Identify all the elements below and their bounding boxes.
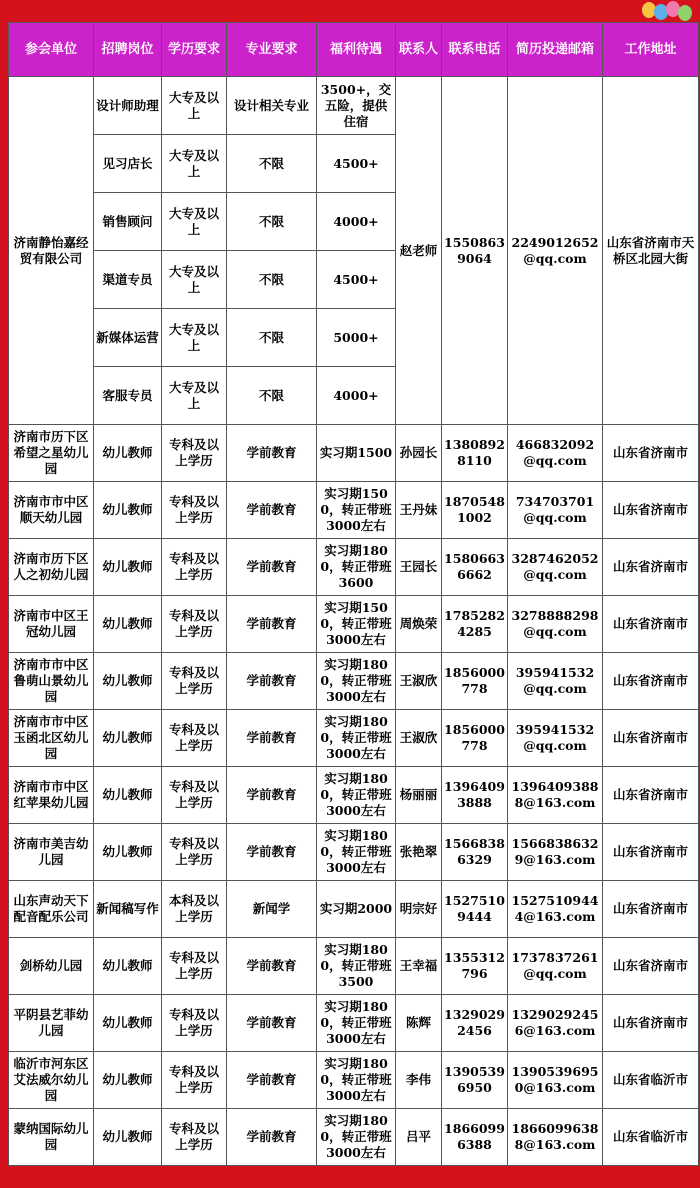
phone-cell: 1355312796 — [442, 938, 508, 995]
email-cell: 395941532@qq.com — [508, 710, 603, 767]
major-cell: 不限 — [227, 135, 317, 193]
table-row — [9, 77, 699, 135]
contact-cell: 明宗好 — [396, 881, 442, 938]
company-cell: 临沂市河东区艾法威尔幼儿园 — [9, 1052, 94, 1109]
balloons-decoration — [636, 0, 696, 22]
contact-cell: 王园长 — [396, 539, 442, 596]
address-cell: 山东省济南市 — [603, 539, 699, 596]
table-row — [9, 710, 699, 767]
phone-cell: 1856000778 — [442, 653, 508, 710]
email-cell: 2249012652@qq.com — [508, 77, 603, 425]
email-cell: 13905396950@163.com — [508, 1052, 603, 1109]
major-cell: 设计相关专业 — [227, 77, 317, 135]
company-cell: 济南市市中区红苹果幼儿园 — [9, 767, 94, 824]
phone-cell: 13290292456 — [442, 995, 508, 1052]
education-cell: 专科及以上学历 — [162, 539, 227, 596]
education-cell: 专科及以上学历 — [162, 482, 227, 539]
header-education: 学历要求 — [162, 23, 227, 77]
major-cell: 学前教育 — [227, 1109, 317, 1166]
table-row — [9, 653, 699, 710]
education-cell: 专科及以上学历 — [162, 767, 227, 824]
email-cell: 1737837261@qq.com — [508, 938, 603, 995]
position-cell: 见习店长 — [94, 135, 162, 193]
position-cell: 销售顾问 — [94, 193, 162, 251]
header-address: 工作地址 — [603, 23, 699, 77]
contact-cell: 赵老师 — [396, 77, 442, 425]
phone-cell: 1856000778 — [442, 710, 508, 767]
benefits-cell: 实习期1500，转正带班3000左右 — [317, 482, 396, 539]
education-cell: 专科及以上学历 — [162, 653, 227, 710]
address-cell: 山东省济南市 — [603, 824, 699, 881]
benefits-cell: 实习期1800，转正带班3000左右 — [317, 824, 396, 881]
major-cell: 不限 — [227, 367, 317, 425]
benefits-cell: 实习期1800，转正带班3500 — [317, 938, 396, 995]
email-cell: 18660996388@163.com — [508, 1109, 603, 1166]
education-cell: 本科及以上学历 — [162, 881, 227, 938]
header-position: 招聘岗位 — [94, 23, 162, 77]
contact-cell: 陈辉 — [396, 995, 442, 1052]
address-cell: 山东省济南市 — [603, 995, 699, 1052]
table-row — [9, 425, 699, 482]
email-cell: 3278888298@qq.com — [508, 596, 603, 653]
contact-cell: 周焕荣 — [396, 596, 442, 653]
contact-cell: 杨丽丽 — [396, 767, 442, 824]
major-cell: 学前教育 — [227, 596, 317, 653]
position-cell: 幼儿教师 — [94, 995, 162, 1052]
header-major: 专业要求 — [227, 23, 317, 77]
table-header-row — [9, 23, 699, 77]
education-cell: 专科及以上学历 — [162, 824, 227, 881]
education-cell: 专科及以上学历 — [162, 425, 227, 482]
company-cell: 济南市历下区人之初幼儿园 — [9, 539, 94, 596]
position-cell: 幼儿教师 — [94, 938, 162, 995]
contact-cell: 王幸福 — [396, 938, 442, 995]
company-cell: 济南市市中区玉函北区幼儿园 — [9, 710, 94, 767]
major-cell: 不限 — [227, 193, 317, 251]
major-cell: 学前教育 — [227, 767, 317, 824]
contact-cell: 张艳翠 — [396, 824, 442, 881]
address-cell: 山东省济南市 — [603, 596, 699, 653]
benefits-cell: 实习期1800，转正带班3000左右 — [317, 653, 396, 710]
benefits-cell: 实习期1500 — [317, 425, 396, 482]
education-cell: 专科及以上学历 — [162, 1109, 227, 1166]
phone-cell: 15508639064 — [442, 77, 508, 425]
email-cell: 13290292456@163.com — [508, 995, 603, 1052]
benefits-cell: 4500+ — [317, 251, 396, 309]
position-cell: 幼儿教师 — [94, 539, 162, 596]
major-cell: 学前教育 — [227, 482, 317, 539]
company-cell: 济南市市中区鲁萌山景幼儿园 — [9, 653, 94, 710]
benefits-cell: 3500+，交五险，提供住宿 — [317, 77, 396, 135]
benefits-cell: 实习期1800，转正带班3000左右 — [317, 995, 396, 1052]
address-cell: 山东省济南市 — [603, 938, 699, 995]
table-row — [9, 824, 699, 881]
education-cell: 大专及以上 — [162, 251, 227, 309]
contact-cell: 孙园长 — [396, 425, 442, 482]
table-row — [9, 881, 699, 938]
address-cell: 山东省济南市 — [603, 653, 699, 710]
benefits-cell: 实习期1800，转正带班3000左右 — [317, 1052, 396, 1109]
benefits-cell: 实习期1800，转正带班3000左右 — [317, 767, 396, 824]
contact-cell: 李伟 — [396, 1052, 442, 1109]
education-cell: 大专及以上 — [162, 193, 227, 251]
benefits-cell: 实习期1800，转正带班3000左右 — [317, 710, 396, 767]
phone-cell: 13964093888 — [442, 767, 508, 824]
benefits-cell: 5000+ — [317, 309, 396, 367]
position-cell: 幼儿教师 — [94, 1052, 162, 1109]
major-cell: 不限 — [227, 309, 317, 367]
address-cell: 山东省济南市 — [603, 767, 699, 824]
position-cell: 幼儿教师 — [94, 596, 162, 653]
table-row — [9, 767, 699, 824]
header-company: 参会单位 — [9, 23, 94, 77]
address-cell: 山东省临沂市 — [603, 1109, 699, 1166]
company-cell: 平阴县艺菲幼儿园 — [9, 995, 94, 1052]
contact-cell: 王淑欣 — [396, 710, 442, 767]
address-cell: 山东省济南市 — [603, 881, 699, 938]
company-cell: 济南市历下区希望之星幼儿园 — [9, 425, 94, 482]
benefits-cell: 实习期1800，转正带班3600 — [317, 539, 396, 596]
contact-cell: 吕平 — [396, 1109, 442, 1166]
company-cell: 蒙纳国际幼儿园 — [9, 1109, 94, 1166]
education-cell: 专科及以上学历 — [162, 1052, 227, 1109]
phone-cell: 18705481002 — [442, 482, 508, 539]
major-cell: 学前教育 — [227, 653, 317, 710]
education-cell: 大专及以上 — [162, 367, 227, 425]
email-cell: 734703701@qq.com — [508, 482, 603, 539]
email-cell: 15668386329@163.com — [508, 824, 603, 881]
major-cell: 学前教育 — [227, 1052, 317, 1109]
education-cell: 大专及以上 — [162, 135, 227, 193]
company-cell: 济南市中区王冠幼儿园 — [9, 596, 94, 653]
table-row — [9, 1109, 699, 1166]
position-cell: 幼儿教师 — [94, 653, 162, 710]
company-cell: 济南市市中区顺天幼儿园 — [9, 482, 94, 539]
table-row — [9, 596, 699, 653]
company-cell: 山东声动天下配音配乐公司 — [9, 881, 94, 938]
phone-cell: 18660996388 — [442, 1109, 508, 1166]
benefits-cell: 实习期2000 — [317, 881, 396, 938]
address-cell: 山东省济南市 — [603, 710, 699, 767]
position-cell: 新媒体运营 — [94, 309, 162, 367]
education-cell: 专科及以上学历 — [162, 596, 227, 653]
address-cell: 山东省临沂市 — [603, 1052, 699, 1109]
position-cell: 幼儿教师 — [94, 767, 162, 824]
address-cell: 山东省济南市 — [603, 425, 699, 482]
table-row — [9, 539, 699, 596]
phone-cell: 13808928110 — [442, 425, 508, 482]
position-cell: 幼儿教师 — [94, 824, 162, 881]
position-cell: 设计师助理 — [94, 77, 162, 135]
phone-cell: 15275109444 — [442, 881, 508, 938]
major-cell: 学前教育 — [227, 539, 317, 596]
table-row — [9, 1052, 699, 1109]
major-cell: 学前教育 — [227, 995, 317, 1052]
position-cell: 幼儿教师 — [94, 710, 162, 767]
education-cell: 大专及以上 — [162, 77, 227, 135]
major-cell: 学前教育 — [227, 425, 317, 482]
phone-cell: 15806636662 — [442, 539, 508, 596]
header-email: 简历投递邮箱 — [508, 23, 603, 77]
education-cell: 专科及以上学历 — [162, 938, 227, 995]
table-row — [9, 995, 699, 1052]
email-cell: 466832092@qq.com — [508, 425, 603, 482]
benefits-cell: 4000+ — [317, 193, 396, 251]
email-cell: 3287462052@qq.com — [508, 539, 603, 596]
header-phone: 联系电话 — [442, 23, 508, 77]
header-contact: 联系人 — [396, 23, 442, 77]
major-cell: 学前教育 — [227, 710, 317, 767]
major-cell: 学前教育 — [227, 938, 317, 995]
benefits-cell: 4000+ — [317, 367, 396, 425]
contact-cell: 王淑欣 — [396, 653, 442, 710]
email-cell: 15275109444@163.com — [508, 881, 603, 938]
major-cell: 不限 — [227, 251, 317, 309]
header-benefits: 福利待遇 — [317, 23, 396, 77]
address-cell: 山东省济南市 — [603, 482, 699, 539]
major-cell: 学前教育 — [227, 824, 317, 881]
recruitment-table — [8, 22, 699, 1166]
benefits-cell: 实习期1800，转正带班3000左右 — [317, 1109, 396, 1166]
company-cell: 济南市美吉幼儿园 — [9, 824, 94, 881]
education-cell: 专科及以上学历 — [162, 995, 227, 1052]
position-cell: 幼儿教师 — [94, 425, 162, 482]
email-cell: 13964093888@163.com — [508, 767, 603, 824]
position-cell: 幼儿教师 — [94, 1109, 162, 1166]
position-cell: 幼儿教师 — [94, 482, 162, 539]
email-cell: 395941532@qq.com — [508, 653, 603, 710]
position-cell: 新闻稿写作 — [94, 881, 162, 938]
education-cell: 大专及以上 — [162, 309, 227, 367]
contact-cell: 王丹妹 — [396, 482, 442, 539]
position-cell: 渠道专员 — [94, 251, 162, 309]
table-row — [9, 938, 699, 995]
benefits-cell: 实习期1500，转正带班3000左右 — [317, 596, 396, 653]
phone-cell: 15668386329 — [442, 824, 508, 881]
benefits-cell: 4500+ — [317, 135, 396, 193]
recruitment-table-sheet — [8, 22, 698, 1166]
table-row — [9, 482, 699, 539]
company-cell: 济南静怡嘉经贸有限公司 — [9, 77, 94, 425]
phone-cell: 13905396950 — [442, 1052, 508, 1109]
position-cell: 客服专员 — [94, 367, 162, 425]
address-cell: 山东省济南市天桥区北园大街 — [603, 77, 699, 425]
phone-cell: 17852824285 — [442, 596, 508, 653]
major-cell: 新闻学 — [227, 881, 317, 938]
company-cell: 剑桥幼儿园 — [9, 938, 94, 995]
education-cell: 专科及以上学历 — [162, 710, 227, 767]
